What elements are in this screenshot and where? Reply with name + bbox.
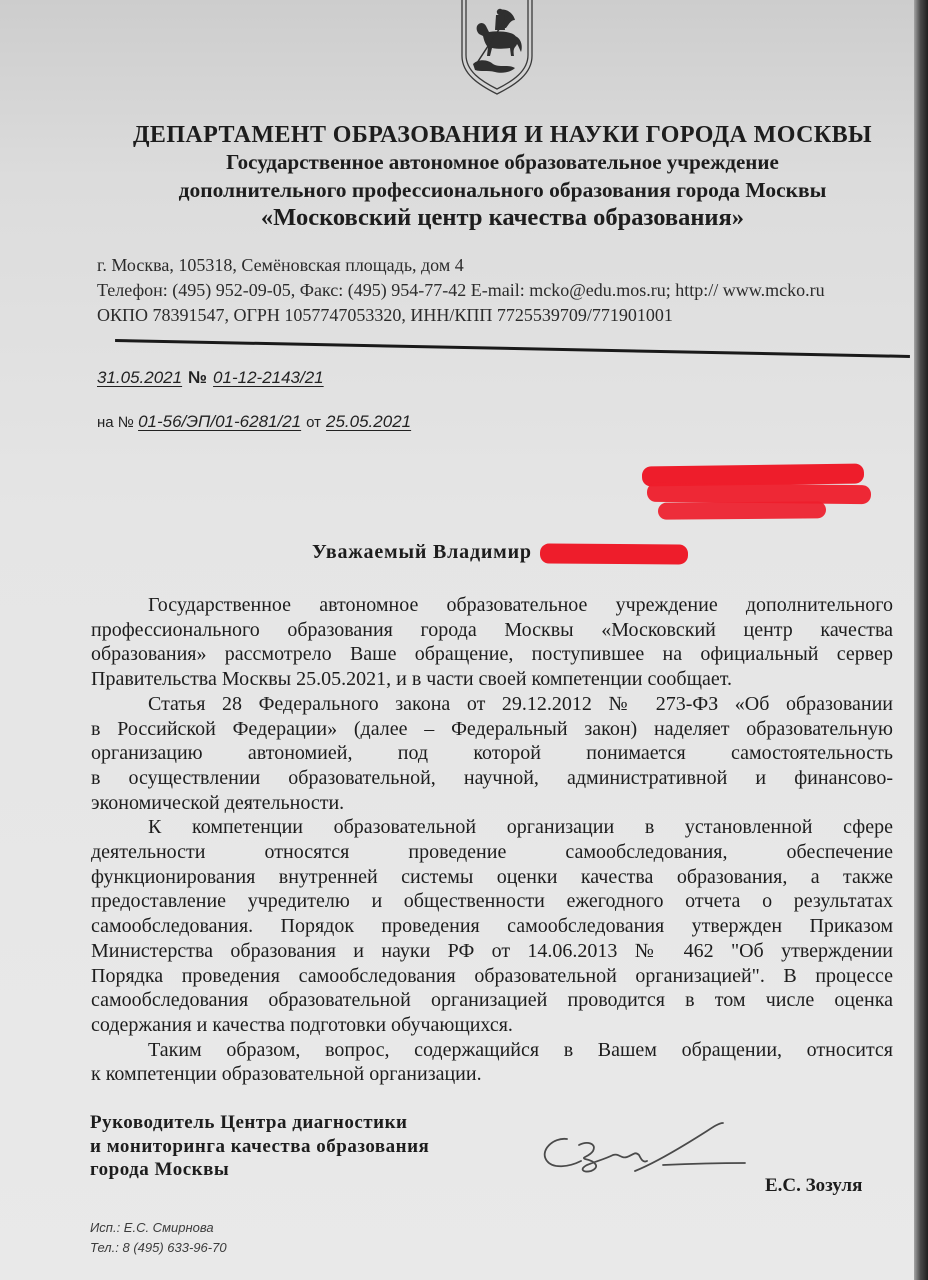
body-line: к компетенции образовательной организации. (91, 1063, 482, 1086)
body-line: профессионального образования города Москвы «Московский центр качества (91, 618, 893, 641)
body-line: содержания и качества подготовки обучающихся. (91, 1013, 513, 1036)
body-line: Государственное автономное образовательное учреждение дополнительного (148, 594, 893, 616)
reply-from-label: от (306, 414, 322, 431)
organization-line-1: Государственное автономное образовательное учреждение (226, 150, 779, 174)
body-line: в Российской Федерации» (далее – Федеральный закон) наделяет образовательную (91, 717, 893, 740)
signatory-title (90, 1111, 429, 1182)
executor-name: Исп.: Е.С. Смирнова (90, 1220, 214, 1235)
executor-phone: Тел.: 8 (495) 633-96-70 (90, 1240, 227, 1255)
body-line: самообследования образовательной организацией проводится в том числе оценка (91, 989, 893, 1012)
body-line: самообследования. Порядок проведения самообследования утвержден Приказом (91, 915, 893, 938)
reply-date: 25.05.2021 (326, 412, 412, 431)
letter-body (91, 593, 893, 1087)
number-sign: № (188, 368, 208, 387)
signatory-title-line: Руководитель Центра диагностики (90, 1112, 408, 1133)
signatory-title-line: и мониторинга качества образования (90, 1135, 430, 1157)
photo-edge-shadow (914, 0, 928, 1280)
body-line: Статья 28 Федерального закона от 29.12.2012 № 273-ФЗ «Об образовании (148, 692, 893, 715)
body-line: предоставление учредителю и общественности ежегодного отчета о результатах (91, 890, 893, 913)
reply-prefix: на № (97, 414, 134, 431)
body-line: Правительства Москвы 25.05.2021, и в части своей компетенции сообщает. (91, 668, 732, 691)
body-line: организацию автономией, под которой понимается самостоятельность (91, 742, 893, 765)
paragraph (91, 815, 893, 1037)
signatory-name: Е.С. Зозуля (765, 1175, 863, 1196)
redaction-mark (540, 543, 688, 564)
outgoing-reference (97, 367, 324, 389)
reply-number: 01-56/ЭП/01-6281/21 (138, 412, 302, 431)
signatory-title-line: города Москвы (90, 1159, 230, 1180)
letter-number: 01-12-2143/21 (213, 368, 324, 387)
postal-address: г. Москва, 105318, Семёновская площадь, дом 4 (97, 255, 464, 275)
body-line: Таким образом, вопрос, содержащийся в Вашем обращении, относится (148, 1038, 893, 1061)
body-line: образования» рассмотрело Ваше обращение, поступившее на официальный сервер (91, 643, 893, 666)
organization-name: «Московский центр качества образования» (260, 204, 745, 231)
body-line: в осуществлении образовательной, научной, административной и финансово- (91, 766, 893, 789)
department-title: ДЕПАРТАМЕНТ ОБРАЗОВАНИЯ И НАУКИ ГОРОДА МОСКВЫ (133, 122, 872, 148)
registration-codes: ОКПО 78391547, ОГРН 1057747053320, ИНН/КПП 7725539709/771901001 (97, 305, 673, 325)
body-line: Порядка проведения самообследования образовательной организацией". В процессе (91, 964, 893, 987)
body-line: экономической деятельности. (91, 791, 345, 814)
body-line: К компетенции образовательной организации в установленной сфере (148, 816, 893, 839)
body-line: деятельности относятся проведение самообследования, обеспечение (91, 841, 893, 864)
header-divider (115, 339, 910, 358)
organization-line-2: дополнительного профессионального образования города Москвы (178, 178, 827, 202)
incoming-reference (97, 411, 411, 434)
paragraph (91, 692, 893, 816)
greeting: Уважаемый Владимир (312, 541, 532, 563)
body-line: Министерства образования и науки РФ от 14.06.2013 № 462 "Об утверждении (91, 939, 893, 962)
body-line: функционирования внутренней системы оценки качества образования, а также (91, 865, 893, 888)
redaction-mark (658, 501, 826, 519)
contact-details: Телефон: (495) 952-09-05, Факс: (495) 954-77-42 E-mail: mcko@edu.mos.ru; http:// www.mcko.ru (97, 280, 825, 300)
letter-date: 31.05.2021 (97, 368, 183, 387)
paragraph (91, 593, 893, 692)
paragraph (91, 1038, 893, 1087)
signature-strokes (545, 1123, 745, 1172)
handwritten-signature (535, 1115, 750, 1180)
rider-on-horse-figure (473, 9, 522, 73)
coat-of-arms-icon (459, 0, 535, 96)
